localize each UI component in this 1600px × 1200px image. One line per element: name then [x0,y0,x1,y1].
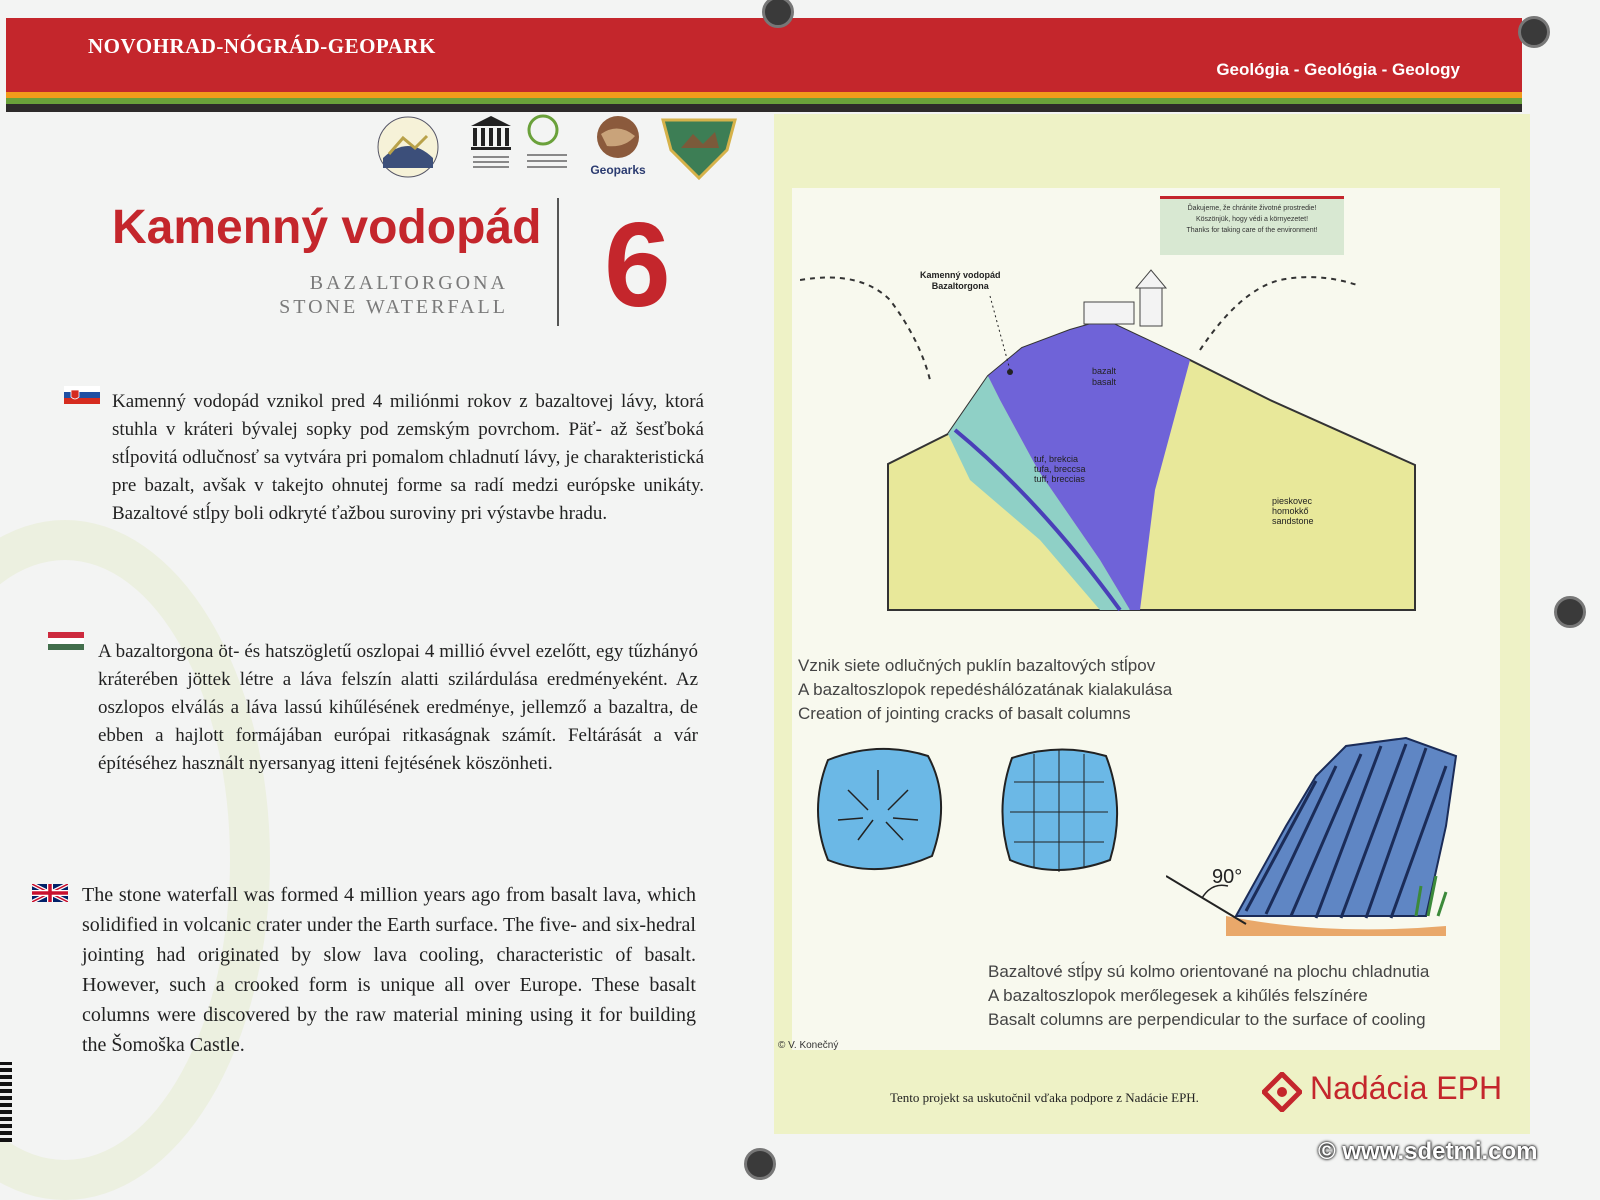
geopark-brand: NOVOHRAD-NÓGRÁD-GEOPARK [88,34,436,58]
geoparks-globe-icon [595,114,641,160]
thanks-slovak: Ďakujeme, že chránite životné prostredie! [1187,205,1317,212]
caption-jointing-en: Creation of jointing cracks of basalt columns [798,704,1131,723]
site-label-hungarian: Bazaltorgona [931,281,989,291]
caption-columns-sk: Bazaltové stĺpy sú kolmo orientované na plochu chladnutia [988,962,1430,981]
sandstone-label-hu: homokkő [1272,506,1309,516]
site-label-slovak: Kamenný vodopád [920,270,1001,280]
tuff-label-en: tuff, breccias [1034,474,1085,484]
environment-thanks-box [1160,196,1344,255]
tuff-label-sk: tuf, brekcia [1034,454,1079,464]
support-note: Tento projekt sa uskutočnil vďaka podpore z Nadácie EPH. [890,1090,1199,1105]
caption-columns [988,960,1429,1032]
text-hungarian: A bazaltorgona öt- és hatszögletű oszlopai 4 millió évvel ezelőtt, egy tűzhányó kráterében jöttek létre a láva felszín alatti szilárdulása eredményeként. Az oszlopos elválás a láva lassú kihűlésének eredménye, jellemző a bazaltra, de ebben a hajlott formájában európai ritkaságnak számít. Feltárását a vár építéséhez használt nyersanyag itteni fejtésének köszönheti. [98,641,698,774]
qr-code [0,1062,12,1142]
cooling-cracks-diagram-2 [994,742,1124,880]
global-geoparks-logo [523,114,571,174]
slovak-flag-icon [64,386,100,404]
text-slovak: Kamenný vodopád vznikol pred 4 miliónmi rokov z bazaltovej lávy, ktorá stuhla v kráteri bývalej sopky pod zemským povrchom. Päť- až šesťboká stĺpovitá odlučnosť sa vytvára pri pomalom chladnutí lávy, je charakteristická pre bazalt, avšak v takejto ohnutej forme sa radí medzi európske unikáty. Bazaltové stĺpy boli odkryté ťažbou suroviny pri výstavbe hradu. [112,391,704,524]
sandstone-label-en: sandstone [1272,516,1314,526]
screw [1554,596,1586,628]
sandstone-label [1272,496,1314,526]
geological-cross-section [800,260,1440,620]
caption-columns-hu: A bazaltoszlopok merőlegesek a kihűlés felszínére [988,986,1368,1005]
basalt-columns-illustration [1166,736,1476,946]
illustration-credit: © V. Konečný [778,1040,839,1051]
thanks-english: Thanks for taking care of the environment! [1186,227,1318,234]
language-line: Geológia - Geológia - Geology [1216,60,1460,79]
caption-columns-en: Basalt columns are perpendicular to the surface of cooling [988,1010,1426,1029]
caption-jointing-hu: A bazaltoszlopok repedéshálózatának kialakulása [798,680,1173,699]
geoparks-logo [583,114,653,177]
nadacia-eph-logo-icon [1262,1072,1302,1112]
nadacia-eph-logo-text: Nadácia EPH [1310,1070,1503,1106]
uk-flag-icon [32,884,68,902]
thanks-hungarian: Köszönjük, hogy védi a környezetet! [1195,216,1309,223]
stop-title: Kamenný vodopád [112,201,542,254]
unesco-logo [467,114,515,174]
basalt-label-sk: bazalt [1092,366,1117,376]
stop-number: 6 [604,198,671,332]
site-label [920,270,1001,292]
geoparks-label: Geoparks [590,163,646,177]
watermark: © www.sdetmi.com [1318,1138,1538,1165]
text-english: The stone waterfall was formed 4 million years ago from basalt lava, which solidified in volcanic crater under the Earth surface. The five- and six-hedral jointing had originated by slow lava cooling, characteristic of basalt. However, such a crooked form is unique all over Europe. These basalt columns were discovered by the raw material mining using it for building the Šomoška Castle. [82,884,696,1056]
cooling-cracks-diagram-1 [808,740,948,880]
subtitle-english: STONE WATERFALL [279,296,508,318]
subtitle-hungarian: BAZALTORGONA [309,272,508,294]
hungarian-flag-icon [48,632,84,650]
tuff-label-hu: tufa, breccsa [1034,464,1086,474]
caption-jointing [798,654,1172,726]
basalt-label-en: basalt [1092,377,1117,387]
tuff-label [1034,454,1086,484]
sandstone-label-sk: pieskovec [1272,496,1313,506]
angle-label: 90° [1212,866,1243,888]
decorative-circle [0,520,270,1200]
screw [744,1148,776,1180]
header-stripe-dark [6,104,1522,112]
novohrad-geopark-logo [375,114,441,180]
screw [1518,16,1550,48]
title-divider [557,198,559,326]
partner-logos [375,114,760,184]
basalt-label [1092,366,1116,388]
caption-jointing-sk: Vznik siete odlučných puklín bazaltových stĺpov [798,656,1156,675]
castle-shield-logo [659,114,739,180]
